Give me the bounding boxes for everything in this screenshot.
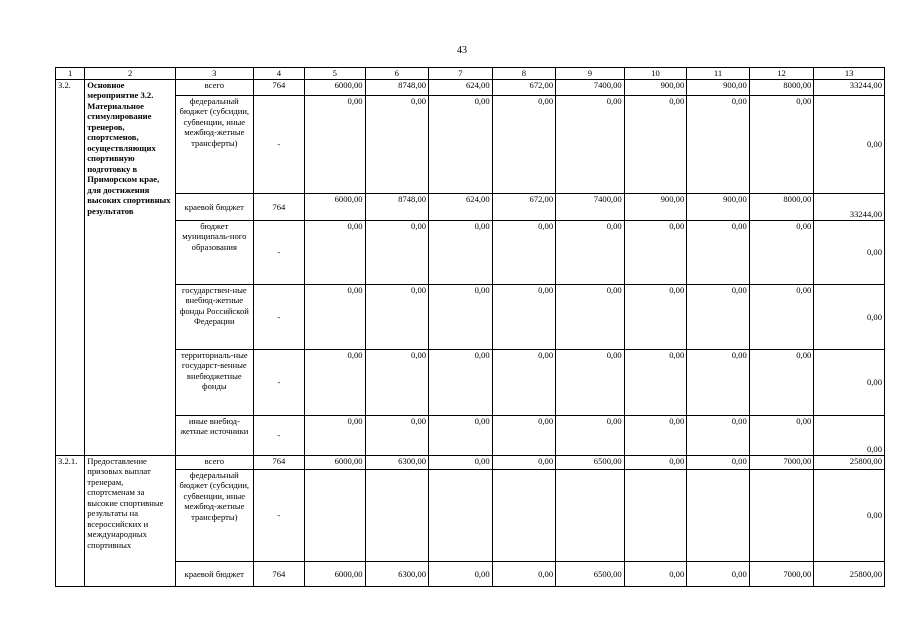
value-cell: 0,00 (749, 416, 814, 456)
value-cell: 900,00 (624, 80, 687, 96)
value-cell: 0,00 (556, 416, 625, 456)
value-cell: 0,00 (624, 96, 687, 194)
column-header: 10 (624, 68, 687, 80)
value-cell: 0,00 (749, 350, 814, 416)
value-cell: 0,00 (556, 96, 625, 194)
funding-source: краевой бюджет (176, 194, 254, 221)
row-code: 3.2. (56, 80, 85, 456)
total-cell: 0,00 (814, 350, 885, 416)
funding-source: территориаль-ные государст-венные внебюджетные фонды (176, 350, 254, 416)
funding-source: государствен-ные внебюд-жетные фонды Российской Федерации (176, 285, 254, 350)
value-cell: 6000,00 (305, 562, 366, 587)
value-cell: 0,00 (687, 416, 750, 456)
value-cell: 8748,00 (365, 194, 429, 221)
row-title: Основное мероприятие 3.2. Материальное стимулирование тренеров, спортсменов, осуществляющих спортивную подготовку в Приморском крае, для достижения высоких спортивных результатов (85, 80, 176, 456)
value-cell: 0,00 (429, 416, 493, 456)
column-header: 7 (429, 68, 493, 80)
column-header: 5 (305, 68, 366, 80)
value-cell: 0,00 (624, 221, 687, 285)
value-cell (556, 470, 625, 562)
value-cell: 0,00 (492, 456, 556, 470)
value-cell: 0,00 (687, 456, 750, 470)
total-cell: 0,00 (814, 416, 885, 456)
value-cell: 0,00 (365, 96, 429, 194)
column-header: 3 (176, 68, 254, 80)
value-cell: 7400,00 (556, 194, 625, 221)
value-cell: 0,00 (687, 350, 750, 416)
code-cell: 764 (253, 456, 304, 470)
value-cell: 0,00 (624, 562, 687, 587)
code-cell: - (253, 221, 304, 285)
column-header: 6 (365, 68, 429, 80)
table-row (56, 221, 885, 285)
funding-source: федеральный бюджет (субсидии, субвенции, иные межбюд-жетные трансферты) (176, 96, 254, 194)
value-cell: 0,00 (624, 350, 687, 416)
code-cell: - (253, 470, 304, 562)
value-cell: 0,00 (365, 416, 429, 456)
value-cell: 6500,00 (556, 456, 625, 470)
funding-source: федеральный бюджет (субсидии, субвенции, иные межбюд-жетные трансферты) (176, 470, 254, 562)
funding-source: всего (176, 80, 254, 96)
value-cell: 6000,00 (305, 80, 366, 96)
value-cell: 0,00 (492, 562, 556, 587)
value-cell: 6000,00 (305, 194, 366, 221)
table-row (56, 562, 885, 587)
total-cell: 0,00 (814, 96, 885, 194)
value-cell: 6300,00 (365, 456, 429, 470)
value-cell: 6500,00 (556, 562, 625, 587)
value-cell: 900,00 (687, 194, 750, 221)
value-cell: 0,00 (429, 221, 493, 285)
total-cell: 25800,00 (814, 456, 885, 470)
page-number: 43 (457, 45, 467, 56)
column-header: 8 (492, 68, 556, 80)
value-cell: 900,00 (624, 194, 687, 221)
value-cell: 0,00 (556, 350, 625, 416)
funding-source: иные внебюд-жетные источники (176, 416, 254, 456)
value-cell (687, 470, 750, 562)
value-cell: 7000,00 (749, 456, 814, 470)
total-cell: 0,00 (814, 221, 885, 285)
value-cell: 0,00 (365, 221, 429, 285)
budget-table (55, 67, 885, 587)
total-cell: 0,00 (814, 470, 885, 562)
column-header: 11 (687, 68, 750, 80)
row-title: Предоставление призовых выплат тренерам, спортсменам за высокие спортивные результаты на всероссийских и международных спортивных (85, 456, 176, 587)
column-header: 1 (56, 68, 85, 80)
column-header: 12 (749, 68, 814, 80)
table-row (56, 96, 885, 194)
value-cell: 0,00 (624, 285, 687, 350)
value-cell: 0,00 (305, 416, 366, 456)
value-cell: 0,00 (687, 562, 750, 587)
total-cell: 0,00 (814, 285, 885, 350)
value-cell: 672,00 (492, 194, 556, 221)
column-header: 13 (814, 68, 885, 80)
funding-source: краевой бюджет (176, 562, 254, 587)
value-cell: 672,00 (492, 80, 556, 96)
column-header: 2 (85, 68, 176, 80)
value-cell: 0,00 (687, 221, 750, 285)
value-cell: 6300,00 (365, 562, 429, 587)
value-cell: 0,00 (624, 456, 687, 470)
code-cell: - (253, 350, 304, 416)
table-row (56, 470, 885, 562)
value-cell: 8748,00 (365, 80, 429, 96)
code-cell: - (253, 416, 304, 456)
value-cell: 0,00 (556, 221, 625, 285)
value-cell (365, 470, 429, 562)
value-cell: 900,00 (687, 80, 750, 96)
table-row (56, 350, 885, 416)
code-cell: 764 (253, 562, 304, 587)
column-header: 9 (556, 68, 625, 80)
value-cell: 0,00 (305, 350, 366, 416)
table-row (56, 80, 885, 96)
value-cell: 0,00 (624, 416, 687, 456)
value-cell: 0,00 (429, 96, 493, 194)
value-cell: 0,00 (429, 285, 493, 350)
table-row (56, 456, 885, 470)
value-cell: 7000,00 (749, 562, 814, 587)
table-row (56, 194, 885, 221)
value-cell: 0,00 (305, 221, 366, 285)
code-cell: 764 (253, 194, 304, 221)
value-cell: 624,00 (429, 80, 493, 96)
value-cell (624, 470, 687, 562)
value-cell: 0,00 (429, 456, 493, 470)
column-header: 4 (253, 68, 304, 80)
value-cell (749, 470, 814, 562)
value-cell: 0,00 (492, 350, 556, 416)
value-cell: 0,00 (687, 285, 750, 350)
value-cell: 0,00 (749, 221, 814, 285)
value-cell: 0,00 (749, 285, 814, 350)
value-cell: 6000,00 (305, 456, 366, 470)
value-cell (492, 470, 556, 562)
value-cell: 0,00 (365, 285, 429, 350)
funding-source: бюджет муниципаль-ного образования (176, 221, 254, 285)
total-cell: 33244,00 (814, 194, 885, 221)
value-cell: 7400,00 (556, 80, 625, 96)
value-cell: 0,00 (556, 285, 625, 350)
value-cell: 0,00 (492, 96, 556, 194)
code-cell: - (253, 96, 304, 194)
funding-source: всего (176, 456, 254, 470)
table-row (56, 416, 885, 456)
value-cell: 0,00 (492, 416, 556, 456)
value-cell: 0,00 (365, 350, 429, 416)
value-cell: 0,00 (492, 285, 556, 350)
row-code: 3.2.1. (56, 456, 85, 587)
value-cell (429, 470, 493, 562)
code-cell: - (253, 285, 304, 350)
code-cell: 764 (253, 80, 304, 96)
table-row (56, 285, 885, 350)
value-cell: 0,00 (429, 562, 493, 587)
value-cell (305, 470, 366, 562)
value-cell: 0,00 (749, 96, 814, 194)
value-cell: 0,00 (429, 350, 493, 416)
value-cell: 8000,00 (749, 194, 814, 221)
value-cell: 0,00 (305, 285, 366, 350)
total-cell: 33244,00 (814, 80, 885, 96)
value-cell: 0,00 (492, 221, 556, 285)
total-cell: 25800,00 (814, 562, 885, 587)
value-cell: 0,00 (305, 96, 366, 194)
value-cell: 0,00 (687, 96, 750, 194)
header-row (56, 68, 885, 80)
value-cell: 624,00 (429, 194, 493, 221)
value-cell: 8000,00 (749, 80, 814, 96)
